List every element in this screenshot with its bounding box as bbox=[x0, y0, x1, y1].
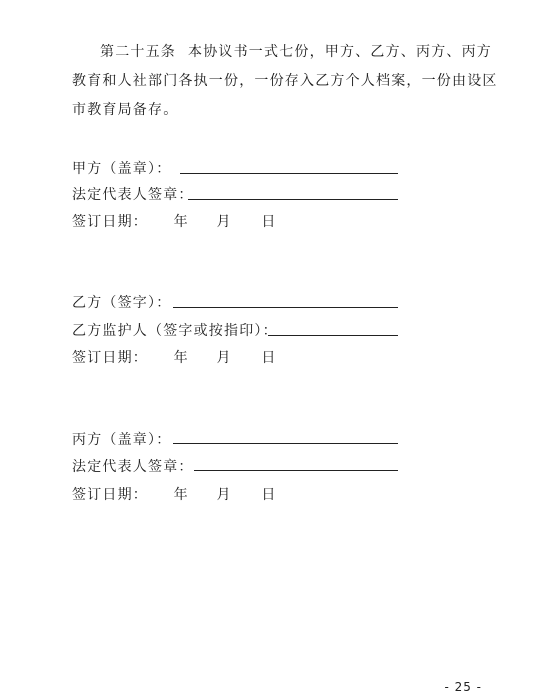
party-b-month: 月 bbox=[216, 350, 232, 366]
party-c-date-row bbox=[72, 484, 277, 506]
party-a-month: 月 bbox=[216, 214, 232, 230]
article-line-2: 教育和人社部门各执一份，一份存入乙方个人档案，一份由设区 bbox=[72, 73, 498, 89]
party-b-date-label: 签订日期： bbox=[72, 350, 148, 366]
article-number: 第二十五条 bbox=[100, 44, 176, 60]
party-c-seal-label: 丙方（盖章）： bbox=[72, 432, 172, 448]
party-a-seal-line[interactable] bbox=[180, 173, 398, 174]
party-c-month: 月 bbox=[216, 487, 232, 503]
party-a-seal-row bbox=[72, 158, 171, 180]
party-a-rep-line[interactable] bbox=[188, 199, 398, 200]
article-line-3: 市教育局备存。 bbox=[72, 102, 179, 118]
party-b-day: 日 bbox=[261, 350, 277, 366]
party-b-sign-label: 乙方（签字）： bbox=[72, 295, 172, 311]
party-a-seal-label: 甲方（盖章）： bbox=[72, 161, 172, 177]
party-a-date-label: 签订日期： bbox=[72, 214, 148, 230]
party-b-date-row bbox=[72, 347, 277, 369]
party-c-seal-line[interactable] bbox=[173, 443, 398, 444]
party-b-year: 年 bbox=[173, 350, 189, 366]
party-c-rep-row bbox=[72, 456, 194, 478]
article-line-1 bbox=[72, 38, 492, 67]
party-b-guardian-label: 乙方监护人（签字或按指印）： bbox=[72, 323, 278, 339]
party-b-sign-line[interactable] bbox=[173, 307, 398, 308]
party-c-date-label: 签订日期： bbox=[72, 487, 148, 503]
party-a-rep-label: 法定代表人签章： bbox=[72, 187, 194, 203]
party-a-year: 年 bbox=[173, 214, 189, 230]
article-paragraph bbox=[72, 38, 498, 125]
party-a-date-row bbox=[72, 211, 277, 233]
page-number: - 25 - bbox=[444, 680, 482, 694]
party-c-seal-row bbox=[72, 429, 171, 451]
article-text-1: 本协议书一式七份，甲方、乙方、丙方、丙方 bbox=[188, 44, 492, 60]
party-c-day: 日 bbox=[261, 487, 277, 503]
party-b-sign-row bbox=[72, 292, 171, 314]
party-b-guardian-row bbox=[72, 320, 278, 342]
party-a-day: 日 bbox=[261, 214, 277, 230]
party-b-guardian-line[interactable] bbox=[268, 335, 398, 336]
party-a-rep-row bbox=[72, 184, 194, 206]
party-c-year: 年 bbox=[173, 487, 189, 503]
party-c-rep-line[interactable] bbox=[194, 470, 398, 471]
party-c-rep-label: 法定代表人签章： bbox=[72, 459, 194, 475]
